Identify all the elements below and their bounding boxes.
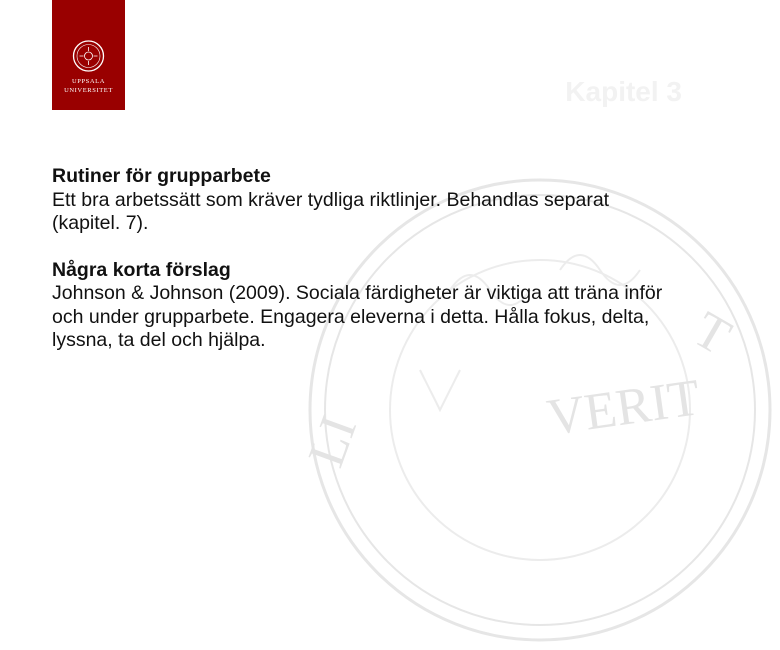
uppsala-university-logo — [52, 0, 125, 110]
svg-text:T: T — [684, 301, 741, 367]
logo-line-2: UNIVERSITET — [64, 87, 113, 94]
section-routines — [52, 165, 672, 236]
chapter-title: Kapitel 3 — [565, 76, 682, 107]
logo-line-1: UPPSALA — [71, 78, 106, 85]
section-text: Ett bra arbetssätt som kräver tydliga riktlinjer. Behandlas separat (kapitel. 7). — [52, 188, 610, 234]
section-heading: Rutiner för grupparbete — [52, 165, 271, 187]
svg-text:LI: LI — [297, 408, 369, 475]
section-heading: Några korta förslag — [52, 258, 231, 281]
section-text: Johnson & Johnson (2009). Sociala färdigheter är viktiga att träna inför och under grupparbete. Engagera eleverna i detta. Hålla fokus, delta, lyssna, ta del och hjälpa. — [52, 282, 663, 351]
svg-text:VERIT: VERIT — [543, 369, 704, 447]
slide-content — [52, 165, 672, 376]
section-suggestions — [52, 259, 672, 353]
